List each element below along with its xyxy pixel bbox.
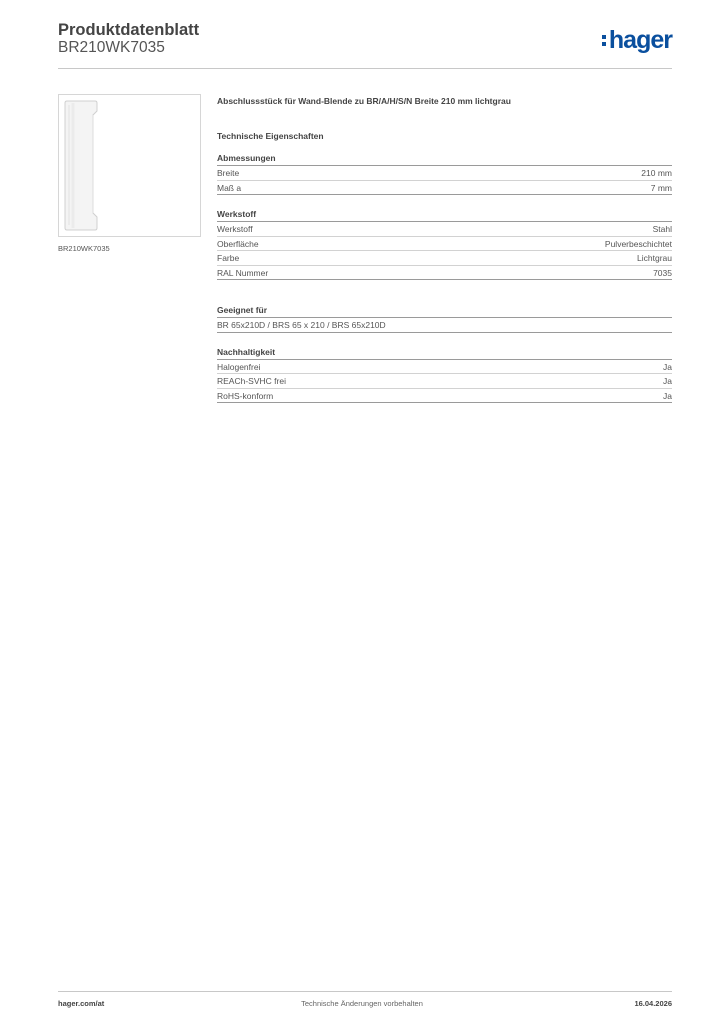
table-row (217, 318, 672, 333)
footer-website-link[interactable]: hager.com/at (58, 999, 105, 1008)
row-label: Oberfläche (217, 238, 259, 249)
logo-dots-icon (602, 35, 606, 46)
footer-date: 16.04.2026 (634, 999, 672, 1008)
end-piece-icon (59, 95, 200, 236)
footer-notice: Technische Änderungen vorbehalten (301, 999, 423, 1008)
table-row (217, 266, 672, 281)
table-row (217, 222, 672, 237)
table-row (217, 181, 672, 196)
logo-text: hager (608, 26, 672, 54)
row-value: Ja (663, 390, 672, 401)
row-label: Farbe (217, 253, 240, 263)
table-row (217, 374, 672, 389)
article-number: BR210WK7035 (58, 39, 165, 56)
section-title: Nachhaltigkeit (217, 347, 672, 360)
row-label: Werkstoff (217, 224, 253, 234)
row-value: Pulverbeschichtet (604, 238, 672, 249)
product-details (217, 96, 672, 417)
row-value: Ja (663, 376, 672, 386)
section-dimensions (217, 153, 672, 195)
table-row (217, 166, 672, 181)
row-label: BR 65x210D / BRS 65 x 210 / BRS 65x210D (217, 320, 386, 330)
properties-heading: Technische Eigenschaften (217, 131, 324, 141)
section-title: Werkstoff (217, 209, 672, 222)
section-sustainability (217, 347, 672, 404)
row-label: RoHS-konform (217, 390, 274, 401)
row-value: Lichtgrau (637, 253, 672, 263)
row-value: 7 mm (650, 182, 672, 193)
section-title: Geeignet für (217, 305, 672, 318)
row-value: Ja (663, 361, 672, 372)
row-value: 210 mm (641, 168, 672, 178)
section-material (217, 209, 672, 280)
table-row (217, 360, 672, 375)
document-title: Produktdatenblatt (58, 21, 200, 39)
row-label: Maß a (217, 182, 242, 193)
row-label: RAL Nummer (217, 267, 269, 278)
table-row (217, 389, 672, 404)
row-label: Breite (217, 168, 240, 178)
row-label: Halogenfrei (217, 361, 261, 372)
row-value: 7035 (653, 267, 672, 278)
hager-logo (602, 28, 672, 52)
table-row (217, 251, 672, 266)
section-suitable-for (217, 305, 672, 333)
image-caption: BR210WK7035 (58, 244, 110, 253)
table-row (217, 237, 672, 252)
header-divider (58, 68, 672, 69)
footer-divider (58, 991, 672, 992)
section-title: Abmessungen (217, 153, 672, 166)
row-value: Stahl (652, 224, 672, 234)
product-image (58, 94, 201, 237)
row-label: REACh-SVHC frei (217, 376, 286, 386)
product-description: Abschlussstück für Wand-Blende zu BR/A/H/S/N Breite 210 mm lichtgrau (217, 96, 511, 106)
